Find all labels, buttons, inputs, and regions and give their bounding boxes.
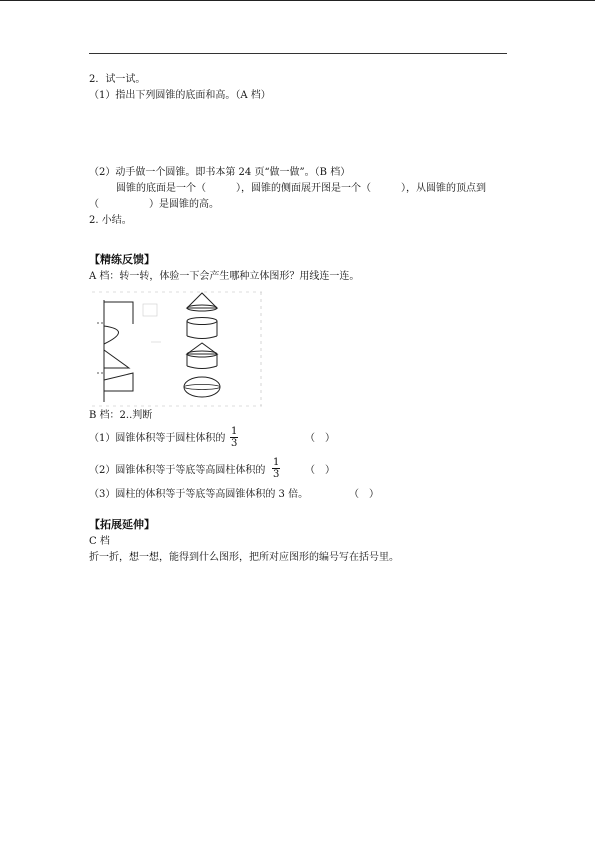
question-2: （2）动手做一个圆锥。即书本第 24 页“做一做”。（B 档） <box>89 167 351 178</box>
c-level-label: C 档 <box>89 536 110 547</box>
judgement-2-answer-blank[interactable]: （ ） <box>305 465 335 476</box>
fraction-denominator: 3 <box>231 438 238 449</box>
fraction-numerator: 1 <box>273 457 280 468</box>
rotation-matching-figure <box>91 290 263 408</box>
fraction-one-third <box>272 457 280 480</box>
fraction-one-third <box>230 426 238 449</box>
question-2-line-1: 圆锥的底面是一个（ ），圆锥的侧面展开图是一个（ ），从圆锥的顶点到 <box>116 183 486 194</box>
header-rule <box>89 53 507 54</box>
feedback-heading: 【精练反馈】 <box>89 253 155 266</box>
page-top-border <box>0 0 595 1</box>
a-level-instruction: A 档：转一转，体验一下会产生哪种立体图形？用线连一连。 <box>89 271 360 282</box>
question-1: （1）指出下列圆锥的底面和高。（A 档） <box>89 90 271 101</box>
judgement-1-answer-blank[interactable]: （ ） <box>305 433 335 444</box>
judgement-2: （2）圆锥体积等于等底等高圆柱体积的 <box>89 465 266 476</box>
b-level-instruction: B 档：2..判断 <box>89 410 153 421</box>
judgement-3-answer-blank[interactable]: （ ） <box>349 489 379 500</box>
c-level-instruction: 折一折，想一想，能得到什么图形，把所对应图形的编号写在括号里。 <box>89 552 399 563</box>
summary: 2. 小结。 <box>89 215 132 226</box>
question-2-line-2: （ ）是圆锥的高。 <box>89 199 219 210</box>
extension-heading: 【拓展延伸】 <box>89 518 155 531</box>
fraction-numerator: 1 <box>231 426 238 437</box>
fraction-denominator: 3 <box>273 469 280 480</box>
judgement-3: （3）圆柱的体积等于等底等高圆锥体积的 3 倍。 <box>89 489 309 500</box>
section-2-heading: 2．试一试。 <box>89 74 146 85</box>
judgement-1: （1）圆锥体积等于圆柱体积的 <box>89 433 226 444</box>
